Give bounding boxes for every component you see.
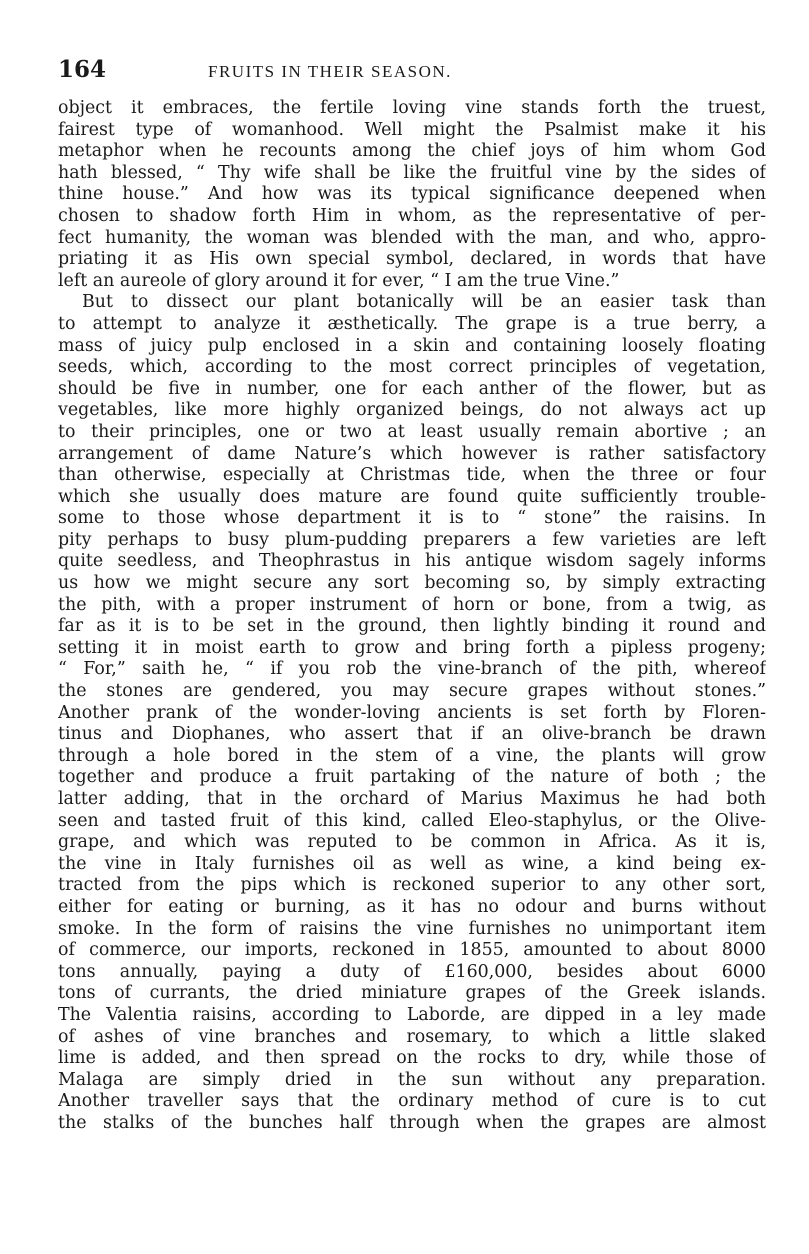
text-line: Another traveller says that the ordinary method of cure is to cut [58, 1091, 766, 1112]
text-line: mass of juicy pulp enclosed in a skin and containing loosely floating [58, 335, 766, 356]
text-line: far as it is to be set in the ground, then lightly binding it round and [58, 616, 766, 637]
text-line: object it embraces, the fertile loving vine stands forth the truest, [58, 98, 766, 118]
text-line: either for eating or burning, as it has no odour and burns without [58, 896, 766, 917]
text-line: priating it as His own special symbol, declared, in words that have [58, 249, 766, 270]
text-line: setting it in moist earth to grow and bring forth a pipless progeny; [58, 637, 766, 658]
text-line: grape, and which was reputed to be common in Africa. As it is, [58, 832, 766, 853]
text-line: through a hole bored in the stem of a vine, the plants will grow [58, 745, 766, 766]
text-line: latter adding, that in the orchard of Marius Maximus he had both [58, 789, 766, 809]
page-number: 164 [58, 56, 107, 83]
text-line: which she usually does mature are found quite sufficiently trouble- [58, 486, 766, 507]
text-line: smoke. In the form of raisins the vine furnishes no unimportant item [58, 918, 766, 939]
text-line: arrangement of dame Nature’s which however is rather satisfactory [58, 443, 766, 464]
book-page [58, 56, 766, 1135]
text-line: should be five in number, one for each anther of the flower, but as [58, 378, 766, 399]
text-line: us how we might secure any sort becoming so, by simply extracting [58, 573, 766, 594]
running-title: FRUITS IN THEIR SEASON. [208, 62, 452, 81]
text-line: tons of currants, the dried miniature grapes of the Greek islands. [58, 983, 766, 1004]
text-line: hath blessed, “ Thy wife shall be like the fruitful vine by the sides of [58, 162, 766, 183]
text-line: lime is added, and then spread on the rocks to dry, while those of [58, 1048, 766, 1069]
text-line: Another prank of the wonder-loving ancients is set forth by Floren- [58, 702, 766, 723]
text-line: to their principles, one or two at least usually remain abortive ; an [58, 421, 766, 442]
text-line: thine house.” And how was its typical significance deepened when [58, 184, 766, 205]
text-line: seen and tasted fruit of this kind, called Eleo-staphylus, or the Olive- [58, 810, 766, 831]
body-text [58, 98, 766, 1135]
text-line: some to those whose department it is to “ stone” the raisins. In [58, 508, 766, 529]
text-line: the pith, with a proper instrument of horn or bone, from a twig, as [58, 594, 766, 615]
text-line: “ For,” saith he, “ if you rob the vine-branch of the pith, whereof [58, 659, 766, 680]
text-line: But to dissect our plant botanically will be an easier task than [82, 292, 766, 313]
text-line: fect humanity, the woman was blended with the man, and who, appro- [58, 227, 766, 248]
text-line: the stalks of the bunches half through when the grapes are almost [58, 1112, 766, 1133]
text-line: quite seedless, and Theophrastus in his antique wisdom sagely informs [58, 551, 766, 572]
text-line: of ashes of vine branches and rosemary, to which a little slaked [58, 1026, 766, 1047]
text-line: fairest type of womanhood. Well might the Psalmist make it his [58, 119, 766, 140]
text-line: left an aureole of glory around it for ever, “ I am the true Vine.” [58, 270, 620, 291]
text-line: vegetables, like more highly organized beings, do not always act up [58, 400, 766, 421]
text-line: chosen to shadow forth Him in whom, as the representative of per- [58, 205, 766, 226]
text-line: together and produce a fruit partaking of the nature of both ; the [58, 767, 766, 788]
text-line: seeds, which, according to the most correct principles of vegetation, [58, 357, 766, 378]
text-line: tinus and Diophanes, who assert that if an olive-branch be drawn [58, 724, 766, 745]
text-line: to attempt to analyze it æsthetically. The grape is a true berry, a [58, 313, 766, 334]
text-line: tons annually, paying a duty of £160,000, besides about 6000 [58, 961, 766, 982]
text-line: the vine in Italy furnishes oil as well as wine, a kind being ex- [58, 853, 766, 874]
text-line: of commerce, our imports, reckoned in 1855, amounted to about 8000 [58, 940, 766, 961]
text-line: than otherwise, especially at Christmas tide, when the three or four [58, 465, 766, 486]
text-line: tracted from the pips which is reckoned superior to any other sort, [58, 875, 766, 896]
text-line: pity perhaps to busy plum-pudding preparers a few varieties are left [58, 529, 766, 550]
running-head [58, 56, 766, 90]
text-line: Malaga are simply dried in the sun without any preparation. [58, 1069, 766, 1090]
text-line: metaphor when he recounts among the chief joys of him whom God [58, 141, 766, 162]
text-line: The Valentia raisins, according to Laborde, are dipped in a ley made [58, 1004, 766, 1025]
text-line: the stones are gendered, you may secure grapes without stones.” [58, 681, 766, 702]
